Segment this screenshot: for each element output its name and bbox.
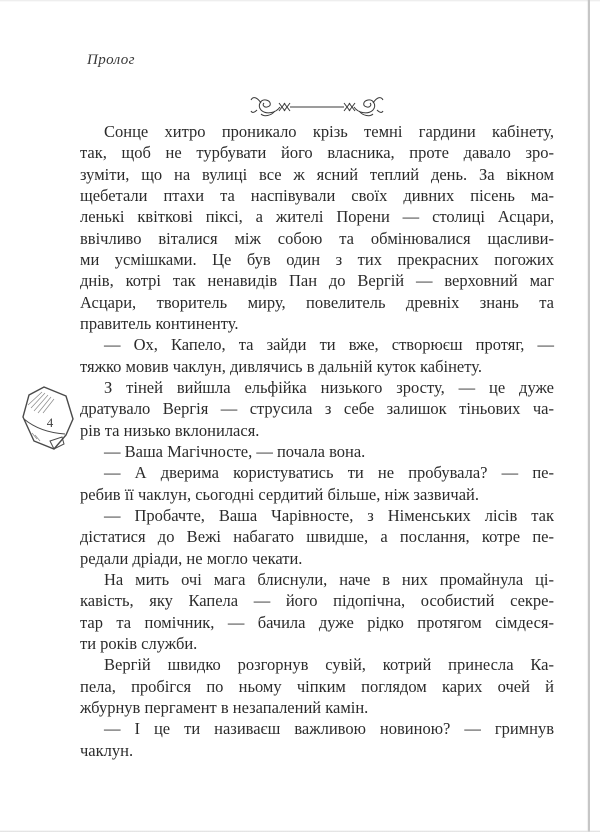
text-line: днів, котрі так ненавидів Пан до Вергій — верховний маг xyxy=(80,271,554,291)
text-line: жбурнув пергамент в незапалений камін. xyxy=(80,697,369,717)
text-line: ти років служби. xyxy=(80,633,198,653)
text-line: рів та низько вклонилася. xyxy=(80,420,260,440)
text-line: ми усмішками. Це був один з тих прекрасних погожих xyxy=(80,249,554,269)
ornament-divider xyxy=(80,94,554,120)
text-line: пела, пробігся по ньому чіпким поглядом карих очей й xyxy=(80,676,554,696)
text-line: так, щоб не турбувати його власника, проте давало зро- xyxy=(80,143,554,163)
text-line: Асцари, творитель миру, повелитель древніх знань та xyxy=(80,292,554,312)
text-line: редали дріади, не могло чекати. xyxy=(80,548,303,568)
text-line: тяжко мовив чаклун, дивлячись в дальній куток кабінету. xyxy=(80,356,482,376)
text-line: З тіней вийшла ельфійка низького зросту, — це дуже xyxy=(104,377,554,397)
paragraph xyxy=(80,569,554,654)
text-line: щебетали птахи та наспівували своїх дивних пісень ма- xyxy=(80,185,554,205)
page-edge-right-shadow xyxy=(588,0,590,832)
page-number-crystal xyxy=(16,383,80,455)
paragraph xyxy=(80,441,554,462)
paragraph xyxy=(80,462,554,505)
page-edge-top-shadow xyxy=(0,0,600,2)
text-line: Сонце хитро проникало крізь темні гардини кабінету, xyxy=(104,122,554,141)
paragraph xyxy=(80,505,554,569)
text-line: ленькі квіткові піксі, а жителі Порени — столиці Асцари, xyxy=(80,207,554,227)
text-line: На мить очі мага блиснули, наче в них промайнула ці- xyxy=(104,569,554,589)
text-line: правитель континенту. xyxy=(80,313,239,333)
paragraph xyxy=(80,654,554,718)
text-line: дістатися до Вежі набагато швидше, а послання, котре пе- xyxy=(80,527,554,547)
scroll-divider-icon xyxy=(249,94,385,120)
paragraph xyxy=(80,121,554,334)
text-line: ребив її чаклун, сьогодні сердитий більше, ніж зазвичай. xyxy=(80,484,479,504)
text-line: ввічливо віталися між собою та обмінювалися щасливи- xyxy=(80,228,554,248)
text-line: — І це ти називаєш важливою новиною? — гримнув xyxy=(104,719,554,739)
paragraph xyxy=(80,377,554,441)
running-header: Пролог xyxy=(87,52,135,68)
text-line: — Ох, Капело, та зайди ти вже, створюєш протяг, — xyxy=(104,335,554,355)
text-line: кавість, яку Капела — його підопічна, особистий секре- xyxy=(80,591,554,611)
text-line: зуміти, що на вулиці все ж ясний теплий день. За вікном xyxy=(80,164,554,184)
text-line: — А дверима користуватись ти не пробувала? — пе- xyxy=(104,463,554,483)
page-number: 4 xyxy=(46,415,54,430)
text-line: Вергій швидко розгорнув сувій, котрий принесла Ка- xyxy=(104,655,554,675)
crystal-icon xyxy=(16,383,80,455)
text-line: дратувало Вергія — струсила з себе залишок тіньових ча- xyxy=(80,399,554,419)
text-line: — Пробачте, Ваша Чарівносте, з Німенських лісів так xyxy=(104,505,554,525)
text-line: чаклун. xyxy=(80,740,134,760)
paragraph xyxy=(80,334,554,377)
body-text xyxy=(80,121,554,761)
paragraph xyxy=(80,718,554,761)
text-line: тар та помічник, — бачила дуже рідко протягом сімдеся- xyxy=(80,612,554,632)
text-line: — Ваша Магічносте, — почала вона. xyxy=(104,441,366,461)
